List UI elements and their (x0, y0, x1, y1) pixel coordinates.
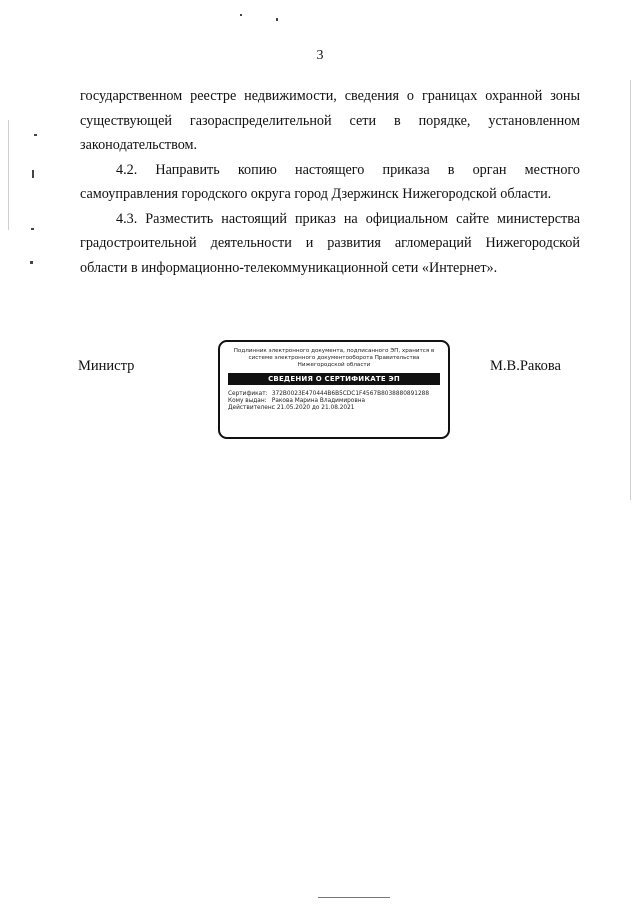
scan-edge (318, 897, 390, 898)
paragraph-line: самоуправления городского округа город Дзержинск Нижегородской области. (80, 186, 552, 202)
scan-speck (32, 170, 34, 178)
validity-value: с 21.05.2020 до 21.08.2021 (271, 405, 355, 412)
signatory-name: М.В.Ракова (490, 358, 561, 374)
validity-row (228, 405, 440, 412)
issued-to-label: Кому выдан: (228, 398, 267, 405)
document-body (80, 84, 580, 280)
scan-edge (630, 80, 631, 500)
scan-speck (240, 14, 242, 16)
signatory-title: Министр (78, 358, 135, 374)
scan-speck (34, 134, 37, 136)
paragraph-line: 4.3. Разместить настоящий приказ на официальном сайте министерства (116, 210, 580, 227)
paragraph-line: государственном реестре недвижимости, сведения о границах охранной зоны (80, 88, 580, 104)
paragraph-line: области в информационно-телекоммуникационной сети «Интернет». (80, 259, 498, 276)
paragraph-line: законодательством. (80, 137, 198, 153)
certificate-label: Сертификат: (228, 390, 268, 397)
stamp-header: Подлинник электронного документа, подписанного ЭП, хранится в системе электронного документооборота Правительства Нижегородской области (233, 348, 435, 369)
stamp-details (228, 391, 440, 413)
validity-label: Действителен: (228, 405, 274, 412)
scan-edge (8, 120, 9, 230)
electronic-signature-stamp (218, 340, 450, 439)
certificate-value: 372B0023E470444B6B5CDC1F4567B8038880891288 (271, 390, 430, 397)
paragraph-line: 4.2. Направить копию настоящего приказа в орган местного (116, 161, 580, 178)
scan-speck (276, 18, 278, 21)
certificate-row (228, 391, 440, 398)
paragraph-line: градостроительной деятельности и развития агломераций Нижегородской (80, 235, 580, 251)
page-number: 3 (316, 48, 324, 63)
issued-to-value: Ракова Марина Владимировна (271, 398, 366, 405)
stamp-title-bar: СВЕДЕНИЯ О СЕРТИФИКАТЕ ЭП (228, 373, 440, 385)
scan-speck (31, 228, 34, 230)
scan-speck (30, 261, 33, 264)
paragraph-line: существующей газораспределительной сети в порядке, установленном (80, 112, 580, 129)
